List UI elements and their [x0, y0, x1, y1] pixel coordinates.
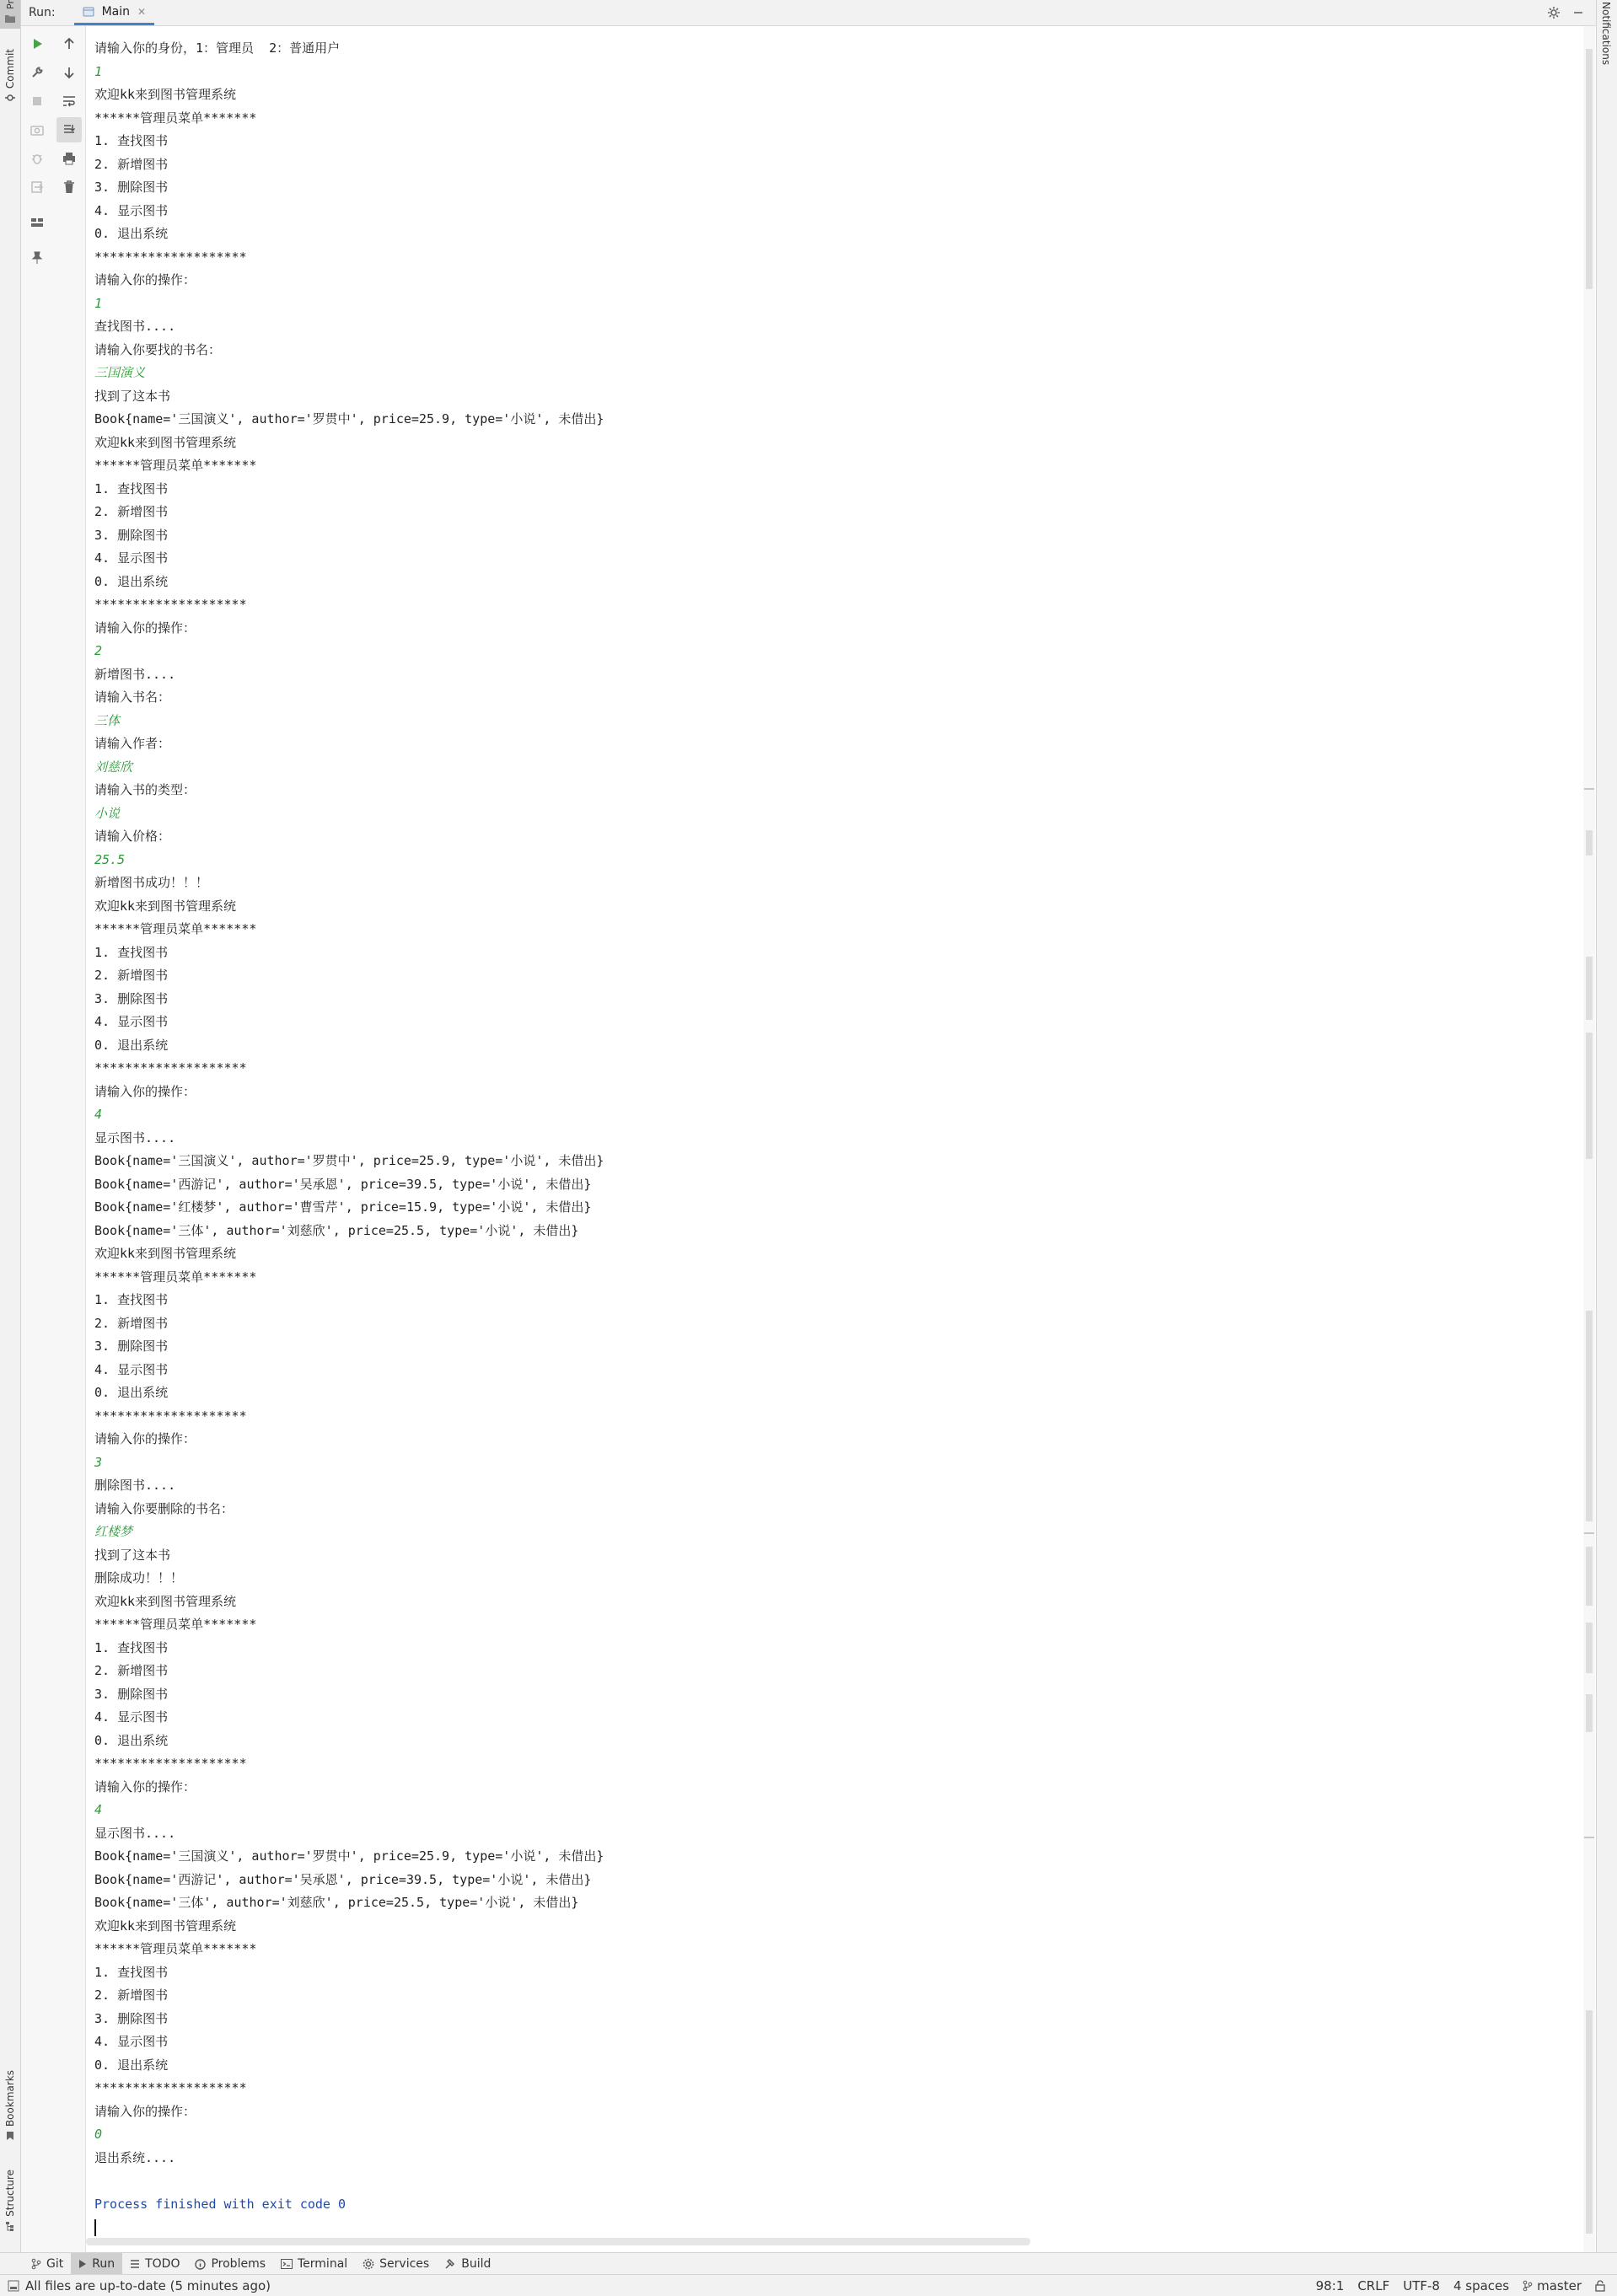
console-user-input-line: 2: [94, 643, 103, 658]
console-output-line: 请输入你的操作：: [94, 1083, 196, 1099]
scrollbar-thumb[interactable]: [1586, 49, 1593, 289]
console-output-line: 4. 显示图书: [94, 202, 169, 218]
console-output-line: 欢迎kk来到图书管理系统: [94, 87, 237, 102]
run-window-header: [21, 0, 1596, 26]
terminal-tool-tab[interactable]: [273, 2253, 355, 2275]
console-output-line: 2. 新增图书: [94, 1663, 169, 1678]
console-output-line: ********************: [94, 2080, 247, 2095]
console-output-line: 请输入作者：: [94, 736, 171, 751]
console-user-input-line: 三国演义: [94, 365, 146, 380]
structure-tool-tab[interactable]: [0, 2170, 20, 2231]
left-tool-stripe: [0, 0, 21, 2252]
console-output-line: ******管理员菜单*******: [94, 110, 257, 126]
edit-configuration-wrench-icon[interactable]: [24, 60, 50, 85]
terminal-tab-label: Terminal: [298, 2257, 348, 2271]
file-encoding[interactable]: UTF-8: [1403, 2277, 1440, 2293]
console-output-line: ******管理员菜单*******: [94, 1617, 257, 1632]
scroll-marker: [1586, 957, 1593, 1020]
services-tool-tab[interactable]: [355, 2253, 437, 2275]
line-separator[interactable]: CRLF: [1357, 2277, 1390, 2293]
console-output-line: 3. 删除图书: [94, 1686, 169, 1702]
console-output-line: 请输入你要删除的书名：: [94, 1500, 234, 1516]
console-output-line: 1. 查找图书: [94, 1964, 169, 1980]
console-output: [94, 37, 604, 2240]
console-output-line: 请输入你的操作：: [94, 272, 196, 287]
console-output-line: 2. 新增图书: [94, 156, 169, 172]
console-output-line: 请输入价格：: [94, 829, 171, 844]
console-output-line: 3. 删除图书: [94, 1338, 169, 1354]
console-output-line: 2. 新增图书: [94, 968, 169, 983]
todo-tab-label: TODO: [145, 2257, 180, 2271]
run-tool-tab[interactable]: [71, 2253, 122, 2275]
console-output-line: 请输入你要找的书名：: [94, 341, 222, 357]
console-output-line: Book{name='三体', author='刘慈欣', price=25.5, type='小说', 未借出}: [94, 1895, 579, 1910]
exit-icon[interactable]: [24, 174, 50, 200]
console-output-line: 删除图书....: [94, 1478, 176, 1493]
console-output-line: 0. 退出系统: [94, 2057, 169, 2073]
console-output-line: 新增图书成功！！！: [94, 875, 209, 890]
structure-icon: [5, 2221, 15, 2231]
indent-setting[interactable]: 4 spaces: [1453, 2277, 1510, 2293]
build-tab-label: Build: [461, 2257, 492, 2271]
console-output-line: 4. 显示图书: [94, 550, 169, 566]
scroll-tick: [1584, 1837, 1594, 1838]
console-user-input-line: 1: [94, 295, 103, 311]
run-play-icon: [78, 2259, 87, 2269]
console-output-line: 请输入你的操作：: [94, 1431, 196, 1446]
structure-tab-label: Structure: [4, 2170, 16, 2217]
run-console[interactable]: [86, 26, 1583, 2252]
text-caret: [94, 2219, 96, 2236]
console-output-line: ********************: [94, 1756, 247, 1771]
run-window-title: Run:: [29, 6, 56, 19]
console-output-line: 请输入你的操作：: [94, 2103, 196, 2119]
scroll-marker: [1586, 1311, 1593, 1521]
branch-name: master: [1537, 2277, 1582, 2293]
console-output-line: 欢迎kk来到图书管理系统: [94, 434, 237, 450]
status-message[interactable]: [8, 2278, 271, 2293]
console-user-input-line: 3: [94, 1454, 103, 1470]
scroll-tick: [1584, 1532, 1594, 1534]
console-output-line: 显示图书....: [94, 1129, 176, 1145]
console-output-line: 1. 查找图书: [94, 944, 169, 960]
console-output-line: ********************: [94, 1408, 247, 1424]
todo-tool-tab[interactable]: [122, 2253, 187, 2275]
project-tab-label: Pr: [4, 0, 16, 9]
console-output-line: 请输入书名：: [94, 689, 171, 705]
console-output-line: 找到了这本书: [94, 1547, 171, 1563]
project-tool-tab[interactable]: [0, 0, 20, 29]
scroll-marker: [1586, 1547, 1593, 1606]
console-output-line: 4. 显示图书: [94, 2034, 169, 2049]
console-output-line: 欢迎kk来到图书管理系统: [94, 898, 237, 914]
bookmark-icon: [6, 2131, 14, 2141]
scroll-marker: [1586, 830, 1593, 856]
console-user-input-line: 红楼梦: [94, 1524, 133, 1539]
console-user-input-line: 小说: [94, 805, 121, 821]
services-gear-icon: [363, 2258, 374, 2270]
soft-wrap-icon[interactable]: [56, 89, 82, 114]
console-output-line: 请输入书的类型：: [94, 782, 196, 797]
process-exit-message: Process finished with exit code 0: [94, 2196, 346, 2212]
hammer-icon: [444, 2258, 456, 2270]
list-icon: [130, 2259, 140, 2269]
console-output-line: 新增图书....: [94, 666, 176, 682]
console-output-line: 欢迎kk来到图书管理系统: [94, 1246, 237, 1261]
pin-tab-icon[interactable]: [24, 245, 50, 271]
console-output-line: 2. 新增图书: [94, 504, 169, 519]
services-tab-label: Services: [379, 2257, 430, 2271]
build-tool-tab[interactable]: [437, 2253, 498, 2275]
run-config-tab-main[interactable]: [74, 0, 154, 25]
close-tab-icon[interactable]: ✕: [137, 5, 147, 18]
console-user-input-line: 4: [94, 1107, 103, 1122]
tool-window-bar: [0, 2252, 1617, 2275]
console-output-line: ********************: [94, 597, 247, 612]
scroll-up-arrow-icon[interactable]: [56, 31, 82, 56]
run-tab-label: Main: [101, 4, 130, 19]
console-output-line: 欢迎kk来到图书管理系统: [94, 1593, 237, 1609]
console-user-input-line: 刘慈欣: [94, 759, 133, 775]
console-output-line: Book{name='三体', author='刘慈欣', price=25.5, type='小说', 未借出}: [94, 1222, 579, 1238]
settings-gear-icon[interactable]: [1547, 6, 1561, 19]
console-user-input-line: 25.5: [94, 851, 126, 867]
caret-position[interactable]: 98:1: [1315, 2277, 1345, 2293]
console-output-line: 0. 退出系统: [94, 1732, 169, 1748]
console-output-line: 请输入你的操作：: [94, 620, 196, 636]
console-output-line: 3. 删除图书: [94, 527, 169, 543]
console-output-line: Book{name='三国演义', author='罗贯中', price=25.9, type='小说', 未借出}: [94, 1153, 604, 1168]
console-user-input-line: 1: [94, 63, 103, 79]
console-output-line: ******管理员菜单*******: [94, 458, 257, 473]
console-output-line: Book{name='红楼梦', author='曹雪芹', price=15.9, type='小说', 未借出}: [94, 1199, 592, 1215]
console-output-line: 0. 退出系统: [94, 1385, 169, 1400]
scroll-tick: [1584, 788, 1594, 790]
console-output-line: 1. 查找图书: [94, 1292, 169, 1307]
toggle-tool-windows-icon[interactable]: [8, 2280, 19, 2292]
console-output-line: Book{name='西游记', author='吴承恩', price=39.5, type='小说', 未借出}: [94, 1871, 592, 1887]
console-output-line: ********************: [94, 249, 247, 265]
console-output-line: 0. 退出系统: [94, 1037, 169, 1053]
minimize-icon[interactable]: [1572, 7, 1584, 19]
console-output-line: ******管理员菜单*******: [94, 921, 257, 936]
print-icon[interactable]: [56, 146, 82, 171]
scroll-marker: [1586, 1033, 1593, 1159]
git-branch-widget[interactable]: [1523, 2278, 1582, 2293]
scroll-marker: [1586, 1623, 1593, 1673]
terminal-icon: [281, 2259, 293, 2269]
git-branch-icon: [31, 2258, 41, 2270]
rerun-icon[interactable]: [24, 31, 50, 56]
console-output-line: 3. 删除图书: [94, 180, 169, 195]
run-tab-label: Run: [92, 2257, 116, 2271]
console-output-line: ******管理员菜单*******: [94, 1941, 257, 1956]
scroll-marker: [1586, 1694, 1593, 1732]
console-output-line: ********************: [94, 1060, 247, 1076]
git-tab-label: Git: [46, 2257, 64, 2271]
notifications-tab[interactable]: Notifications: [1600, 2, 1612, 66]
scroll-down-arrow-icon[interactable]: [56, 60, 82, 85]
console-output-line: Book{name='三国演义', author='罗贯中', price=25.9, type='小说', 未借出}: [94, 1848, 604, 1864]
debug-bug-icon[interactable]: [24, 146, 50, 171]
console-output-line: 3. 删除图书: [94, 2010, 169, 2026]
right-tool-stripe: [1596, 0, 1617, 2252]
status-message-text: All files are up-to-date (5 minutes ago): [25, 2277, 271, 2293]
console-output-line: 4. 显示图书: [94, 1709, 169, 1725]
console-output-line: 找到了这本书: [94, 388, 171, 404]
console-output-line: 1. 查找图书: [94, 480, 169, 496]
bookmarks-tool-tab[interactable]: [0, 2070, 20, 2141]
layout-icon[interactable]: [24, 210, 50, 235]
run-toolbar: [21, 26, 86, 2252]
lock-icon[interactable]: [1595, 2280, 1605, 2292]
console-user-input-line: 4: [94, 1802, 103, 1817]
application-config-icon: [83, 6, 94, 18]
console-output-line: ******管理员菜单*******: [94, 1269, 257, 1285]
console-output-line: 查找图书....: [94, 319, 176, 334]
console-output-line: 请输入你的操作：: [94, 1778, 196, 1794]
console-output-line: 欢迎kk来到图书管理系统: [94, 1918, 237, 1934]
console-output-line: Book{name='西游记', author='吴承恩', price=39.5, type='小说', 未借出}: [94, 1176, 592, 1192]
console-output-line: Book{name='三国演义', author='罗贯中', price=25.9, type='小说', 未借出}: [94, 411, 604, 426]
console-output-line: 2. 新增图书: [94, 1315, 169, 1331]
console-output-line: 退出系统....: [94, 2149, 176, 2165]
console-user-input-line: 三体: [94, 712, 121, 728]
console-output-line: 4. 显示图书: [94, 1361, 169, 1377]
console-output-line: 请输入你的身份，1：管理员 2：普通用户: [94, 40, 341, 56]
console-input-caret-line: [94, 2216, 604, 2240]
folder-icon: [4, 13, 16, 24]
problems-tool-tab[interactable]: [187, 2253, 273, 2275]
commit-tool-tab[interactable]: [0, 49, 20, 103]
status-bar: [0, 2274, 1617, 2296]
horizontal-scrollbar[interactable]: [86, 2238, 1030, 2245]
console-output-line: 0. 退出系统: [94, 226, 169, 241]
console-user-input-line: 0: [94, 2127, 103, 2142]
commit-icon: [5, 93, 15, 103]
console-output-line: 4. 显示图书: [94, 1014, 169, 1029]
scroll-marker: [1586, 2010, 1593, 2234]
info-circle-icon: [195, 2259, 206, 2270]
console-output-line: 显示图书....: [94, 1825, 176, 1841]
branch-icon: [1523, 2280, 1533, 2292]
console-output-line: 3. 删除图书: [94, 990, 169, 1006]
camera-icon[interactable]: [24, 117, 50, 142]
console-output-line: 2. 新增图书: [94, 1988, 169, 2003]
bookmarks-tab-label: Bookmarks: [4, 2070, 16, 2127]
git-tool-tab[interactable]: [24, 2253, 71, 2275]
problems-tab-label: Problems: [211, 2257, 266, 2271]
console-output-line: 1. 查找图书: [94, 1639, 169, 1655]
clear-all-trash-icon[interactable]: [56, 174, 82, 200]
console-output-line: 0. 退出系统: [94, 573, 169, 589]
console-output-line: 1. 查找图书: [94, 133, 169, 148]
console-output-line: [94, 2170, 604, 2193]
console-output-line: 删除成功！！！: [94, 1570, 184, 1585]
scroll-to-end-icon[interactable]: [56, 117, 82, 142]
commit-tab-label: Commit: [4, 49, 16, 89]
stop-icon[interactable]: [24, 89, 50, 114]
